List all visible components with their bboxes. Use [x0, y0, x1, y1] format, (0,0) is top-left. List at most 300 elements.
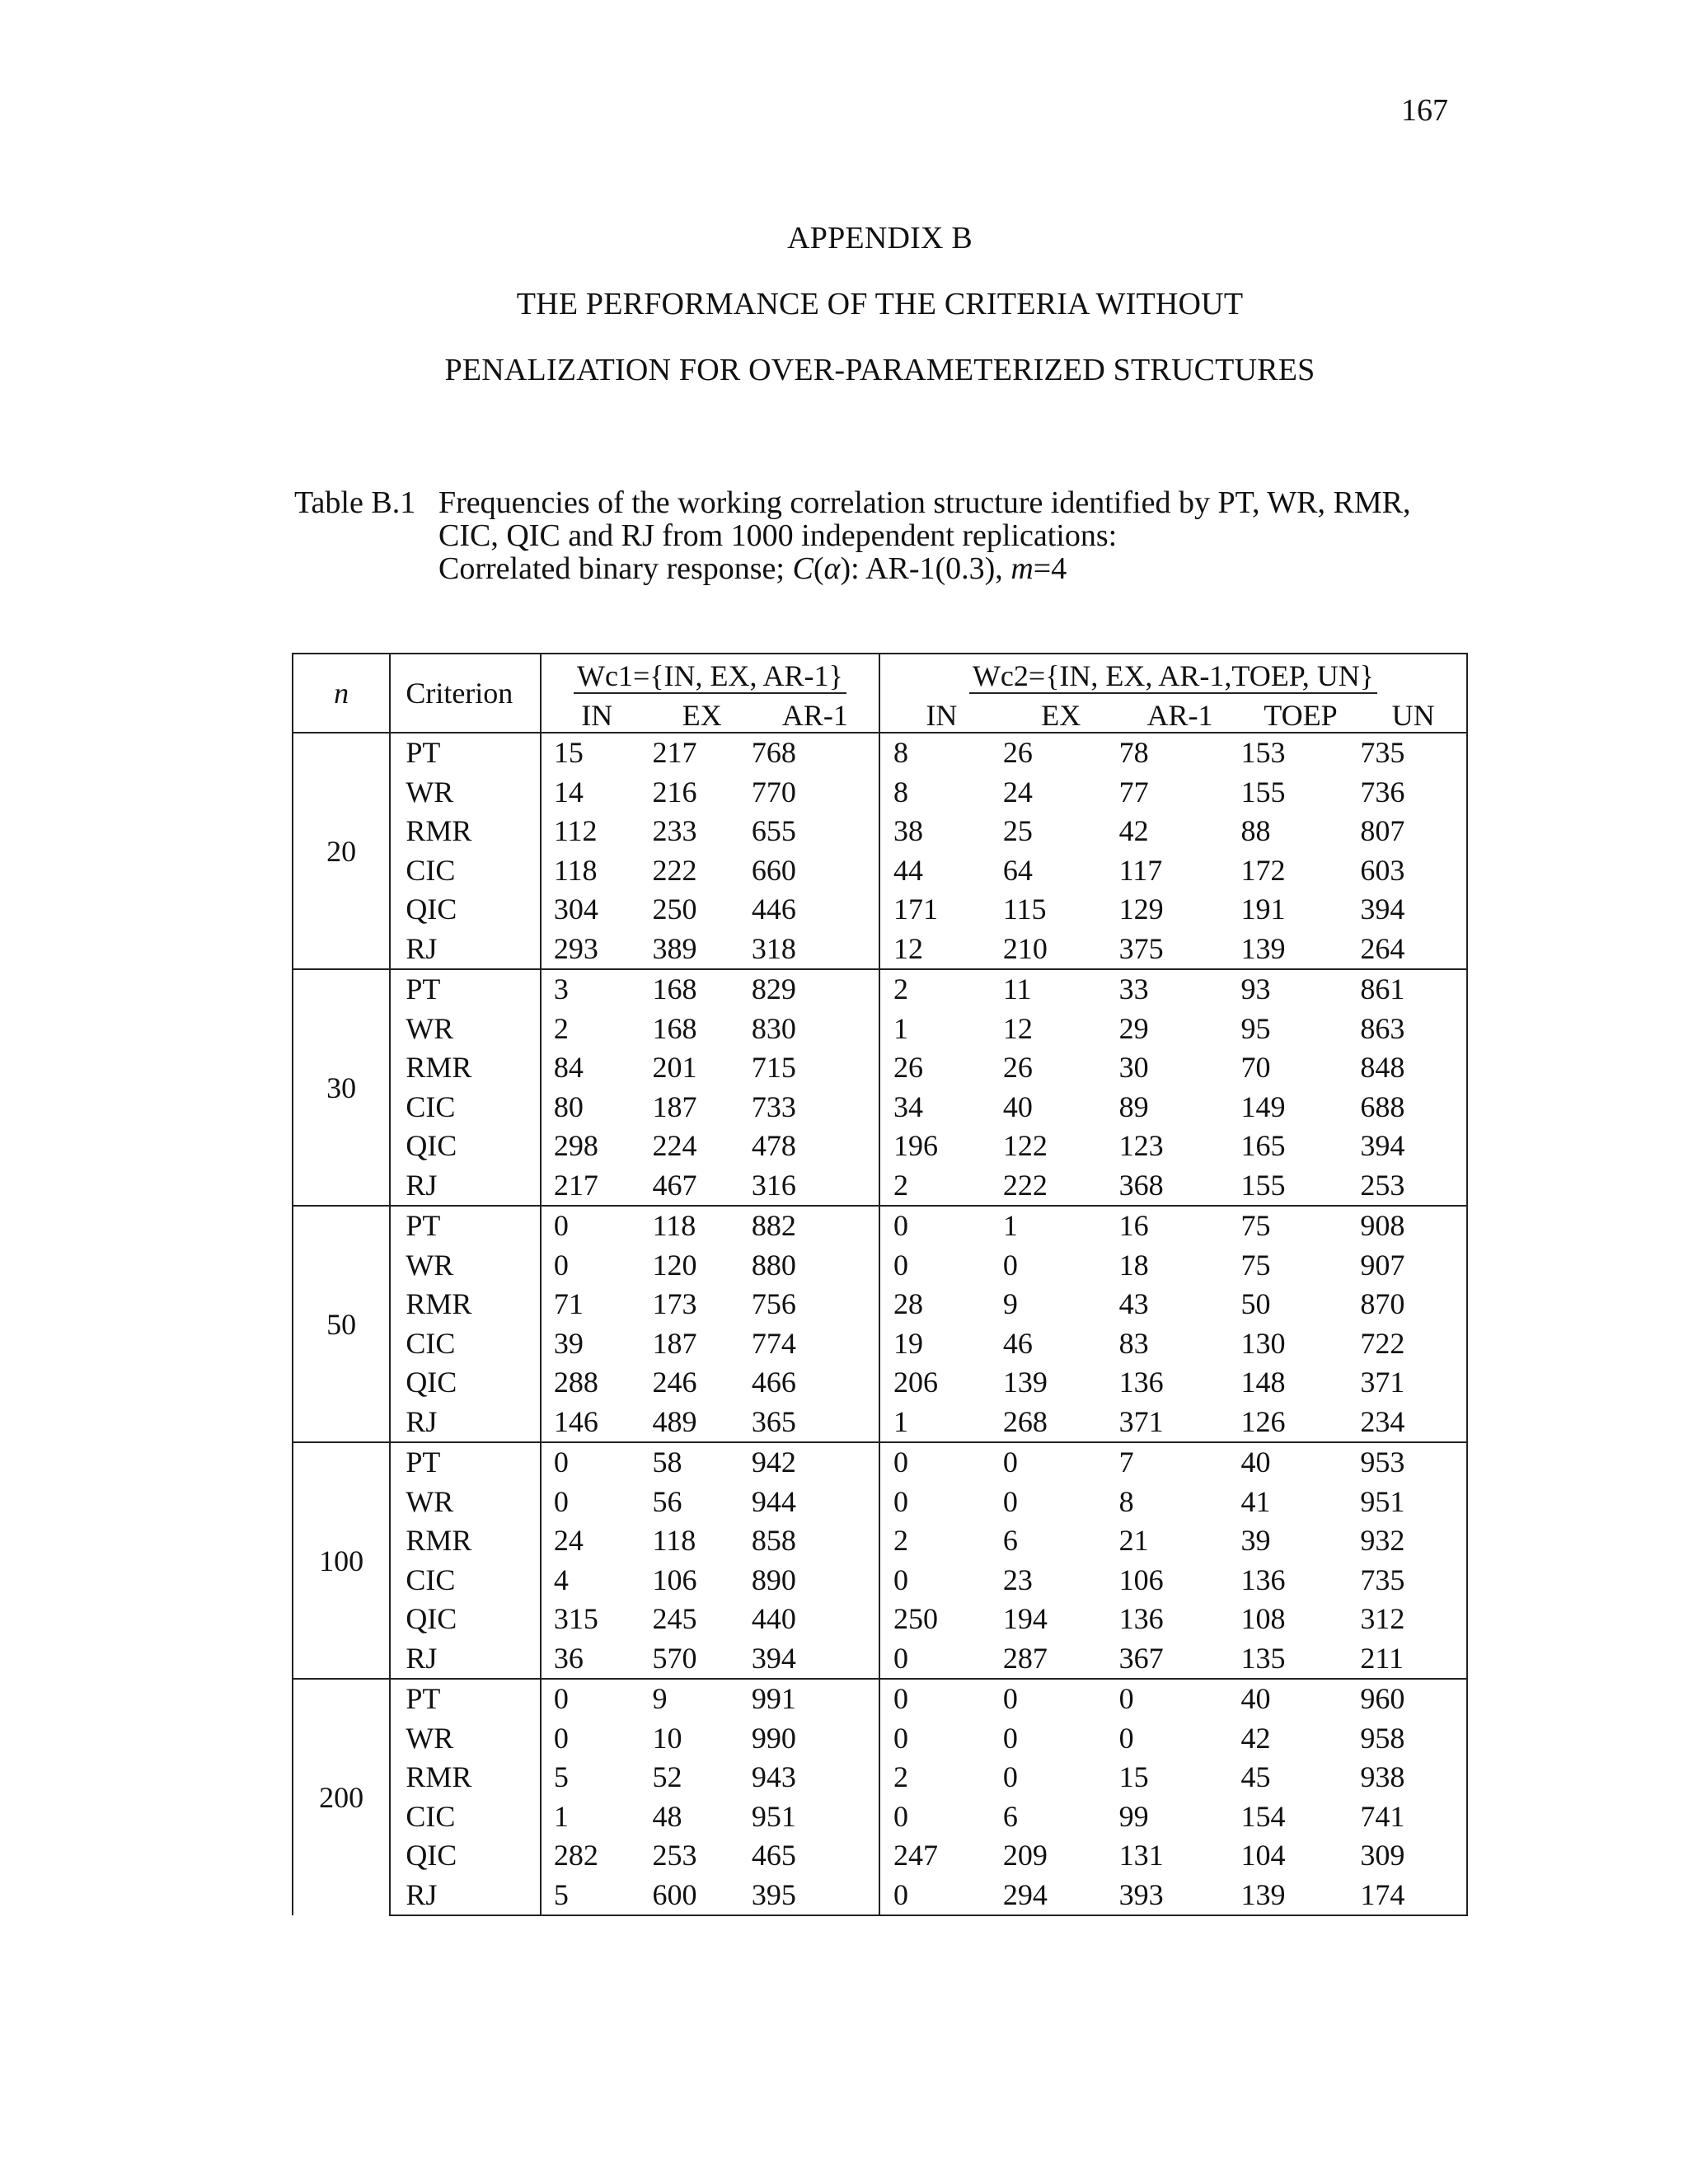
table-row [293, 1127, 1467, 1166]
frequency-cell: 196 [879, 1127, 1003, 1166]
caption-line3: Correlated binary response; C(α): AR-1(0.3), m=4 [438, 551, 1067, 586]
frequency-cell: 168 [652, 1011, 697, 1045]
table-row [293, 1639, 1467, 1680]
criterion-label: PT [390, 1206, 541, 1246]
frequency-cell: 24 [553, 1524, 584, 1558]
frequency-cell: 174 [1360, 1876, 1467, 1916]
frequency-cell: 365 [752, 1403, 879, 1443]
frequency-cell: 139 [1241, 1876, 1361, 1916]
criterion-label: RMR [390, 1285, 541, 1324]
frequency-cell: 0 [1002, 1484, 1018, 1518]
frequency-cell: 467 [653, 1166, 752, 1207]
subheader-wc2-ex: EX [1041, 699, 1081, 732]
frequency-cell: 0 [879, 1876, 1003, 1916]
frequency-cell: 39 [553, 1326, 584, 1360]
frequency-cell: 0 [879, 1246, 1003, 1286]
subheader-wc1-in: IN [581, 699, 613, 732]
frequency-cell: 0 [1002, 1760, 1018, 1794]
frequency-cell: 12 [879, 930, 1003, 970]
frequency-cell: 371 [1360, 1363, 1467, 1403]
frequency-cell: 890 [751, 1563, 796, 1596]
frequency-cell: 287 [1003, 1639, 1119, 1680]
frequency-cell: 16 [1119, 1206, 1241, 1246]
frequency-cell: 165 [1240, 1129, 1286, 1163]
table-row [293, 1797, 1467, 1837]
frequency-cell: 206 [879, 1363, 1003, 1403]
frequency-cell: 36 [541, 1639, 653, 1680]
criterion-label: PT [390, 969, 541, 1010]
table-row [293, 851, 1467, 891]
frequency-cell: 155 [1241, 1166, 1361, 1207]
appendix-subtitle-line2: PENALIZATION FOR OVER-PARAMETERIZED STRUCTURES [444, 353, 1315, 387]
table-row [293, 733, 1467, 773]
page-number: 167 [1401, 93, 1448, 128]
frequency-cell: 0 [1119, 1679, 1241, 1719]
frequency-cell: 211 [1360, 1639, 1467, 1680]
frequency-cell: 870 [1360, 1285, 1467, 1324]
frequency-cell: 64 [1002, 853, 1033, 887]
frequency-cell: 293 [541, 930, 653, 970]
frequency-cell: 171 [879, 890, 1003, 930]
frequency-cell: 715 [751, 1051, 796, 1085]
frequency-cell: 315 [553, 1602, 598, 1636]
table-caption [294, 486, 1465, 585]
frequency-cell: 395 [752, 1876, 879, 1916]
frequency-cell: 298 [553, 1129, 598, 1163]
table-row [293, 1876, 1467, 1916]
frequency-cell: 84 [553, 1051, 584, 1085]
frequency-cell: 136 [1240, 1563, 1286, 1596]
frequency-cell: 216 [652, 775, 697, 808]
frequency-cell: 210 [1003, 930, 1119, 970]
frequency-cell: 26 [1003, 733, 1119, 773]
frequency-cell: 172 [1240, 853, 1286, 887]
frequency-cell: 19 [879, 1324, 1003, 1364]
frequency-cell: 43 [1118, 1287, 1149, 1321]
frequency-cell: 117 [1118, 853, 1163, 887]
frequency-cell: 570 [653, 1639, 752, 1680]
frequency-cell: 246 [652, 1366, 697, 1399]
frequency-cell: 115 [1002, 893, 1047, 926]
frequency-cell: 40 [1002, 1090, 1033, 1123]
frequency-cell: 0 [541, 1679, 653, 1719]
frequency-cell: 489 [653, 1403, 752, 1443]
frequency-cell: 394 [752, 1639, 879, 1680]
criterion-label: RJ [390, 1166, 541, 1207]
table-body [293, 733, 1467, 1915]
frequency-cell: 50 [1240, 1287, 1271, 1321]
table-row [293, 1561, 1467, 1601]
frequency-cell: 46 [1002, 1326, 1033, 1360]
frequency-cell: 8 [1118, 1484, 1134, 1518]
frequency-cell: 6 [1002, 1524, 1018, 1558]
frequency-cell: 120 [652, 1248, 697, 1282]
frequency-cell: 0 [541, 1206, 653, 1246]
frequency-cell: 9 [1002, 1287, 1018, 1321]
frequency-cell: 2 [879, 1166, 1003, 1207]
frequency-cell: 245 [652, 1602, 697, 1636]
table-row [293, 1521, 1467, 1561]
frequency-cell: 288 [553, 1366, 598, 1399]
table-row [293, 1285, 1467, 1324]
frequency-cell: 136 [1118, 1366, 1164, 1399]
frequency-cell: 18 [1118, 1248, 1149, 1282]
frequency-cell: 41 [1240, 1484, 1271, 1518]
frequency-cell: 217 [653, 733, 752, 773]
frequency-cell: 217 [541, 1166, 653, 1207]
frequency-cell: 882 [752, 1206, 879, 1246]
frequency-cell: 118 [653, 1206, 752, 1246]
frequency-cell: 11 [1003, 969, 1119, 1010]
frequency-cell: 78 [1119, 733, 1241, 773]
table-row [293, 1600, 1467, 1639]
frequency-cell: 944 [751, 1484, 796, 1518]
frequency-cell: 45 [1240, 1760, 1271, 1794]
frequency-cell: 250 [879, 1600, 1003, 1639]
frequency-cell: 0 [1003, 1442, 1119, 1483]
caption-line1: Frequencies of the working correlation structure identified by PT, WR, RMR, [438, 485, 1411, 520]
frequency-cell: 858 [751, 1524, 796, 1558]
frequency-cell: 23 [1002, 1563, 1033, 1596]
frequency-cell: 951 [1360, 1483, 1467, 1522]
frequency-cell: 688 [1360, 1088, 1467, 1127]
table-row [293, 1010, 1467, 1049]
frequency-cell: 0 [879, 1679, 1003, 1719]
frequency-cell: 741 [1360, 1797, 1467, 1837]
frequency-cell: 40 [1241, 1679, 1361, 1719]
frequency-cell: 38 [879, 812, 1003, 851]
frequency-cell: 600 [653, 1876, 752, 1916]
frequency-cell: 953 [1360, 1442, 1467, 1483]
frequency-cell: 8 [879, 733, 1003, 773]
frequency-cell: 368 [1119, 1166, 1241, 1207]
frequency-cell: 908 [1360, 1206, 1467, 1246]
frequency-cell: 42 [1118, 814, 1149, 848]
frequency-cell: 660 [751, 853, 796, 887]
frequency-cell: 29 [1118, 1011, 1149, 1045]
criterion-label: CIC [390, 851, 541, 891]
frequency-cell: 25 [1002, 814, 1033, 848]
frequency-cell: 2 [879, 969, 1003, 1010]
frequency-cell: 112 [553, 814, 598, 848]
frequency-cell: 830 [751, 1011, 796, 1045]
col-header-n: n [293, 654, 390, 733]
table-row [293, 1166, 1467, 1207]
frequency-cell: 135 [1241, 1639, 1361, 1680]
n-value: 30 [293, 969, 390, 1206]
frequency-cell: 938 [1360, 1758, 1467, 1797]
frequency-cell: 104 [1240, 1839, 1286, 1872]
frequency-cell: 9 [653, 1679, 752, 1719]
table-row [293, 1048, 1467, 1088]
frequency-cell: 80 [553, 1090, 584, 1123]
frequency-cell: 0 [1118, 1721, 1134, 1755]
frequency-cell: 2 [879, 1758, 1003, 1797]
table-row [293, 1719, 1467, 1759]
frequency-cell: 187 [652, 1326, 697, 1360]
frequency-cell: 136 [1118, 1602, 1164, 1636]
frequency-cell: 375 [1119, 930, 1241, 970]
frequency-cell: 0 [879, 1561, 1003, 1601]
frequency-cell: 655 [751, 814, 796, 848]
frequency-cell: 58 [653, 1442, 752, 1483]
frequency-cell: 48 [652, 1799, 682, 1833]
frequency-cell: 148 [1240, 1366, 1286, 1399]
frequency-cell: 253 [652, 1839, 697, 1872]
frequency-cell: 39 [1240, 1524, 1271, 1558]
frequency-cell: 722 [1360, 1324, 1467, 1364]
frequency-cell: 201 [652, 1051, 697, 1085]
frequency-cell: 5 [553, 1760, 569, 1794]
subheader-wc2-in: IN [879, 692, 1003, 733]
frequency-cell: 0 [541, 1442, 653, 1483]
criterion-label: CIC [390, 1797, 541, 1837]
frequency-cell: 44 [879, 851, 1003, 891]
frequency-cell: 861 [1360, 969, 1467, 1010]
criterion-label: RJ [390, 930, 541, 970]
frequency-cell: 960 [1360, 1679, 1467, 1719]
subheader-wc2-un: UN [1360, 692, 1467, 733]
frequency-cell: 33 [1119, 969, 1241, 1010]
frequency-cell: 194 [1002, 1602, 1048, 1636]
frequency-cell: 139 [1002, 1366, 1048, 1399]
frequency-cell: 93 [1241, 969, 1361, 1010]
criterion-label: RJ [390, 1876, 541, 1916]
frequency-cell: 1 [553, 1799, 569, 1833]
table-row [293, 1246, 1467, 1286]
frequency-cell: 829 [752, 969, 879, 1010]
frequency-cell: 774 [751, 1326, 796, 1360]
table-row [293, 890, 1467, 930]
frequency-cell: 106 [652, 1563, 697, 1596]
group1-header: Wc1={IN, EX, AR-1} [541, 654, 879, 692]
frequency-cell: 735 [1360, 1561, 1467, 1601]
frequency-cell: 446 [751, 893, 796, 926]
table-row [293, 1679, 1467, 1719]
table-row [293, 1324, 1467, 1364]
frequency-cell: 863 [1360, 1010, 1467, 1049]
frequency-cell: 24 [1002, 775, 1033, 808]
table-row [293, 1206, 1467, 1246]
frequency-cell: 77 [1118, 775, 1149, 808]
frequency-cell: 394 [1360, 1127, 1467, 1166]
criterion-label: RMR [390, 812, 541, 851]
frequency-cell: 89 [1118, 1090, 1149, 1123]
frequency-cell: 131 [1118, 1839, 1164, 1872]
frequency-cell: 5 [541, 1876, 653, 1916]
frequency-cell: 768 [752, 733, 879, 773]
appendix-title: APPENDIX B [787, 221, 973, 255]
subheader-wc1-ar-1: AR-1 [781, 699, 848, 732]
frequency-cell: 154 [1240, 1799, 1286, 1833]
criterion-label: RJ [390, 1403, 541, 1443]
frequency-cell: 30 [1118, 1051, 1149, 1085]
frequency-cell: 0 [553, 1248, 569, 1282]
frequency-cell: 21 [1118, 1524, 1149, 1558]
frequency-cell: 942 [752, 1442, 879, 1483]
frequency-cell: 282 [553, 1839, 598, 1872]
frequency-cell: 6 [1002, 1799, 1018, 1833]
frequency-cell: 312 [1360, 1600, 1467, 1639]
table-row [293, 1088, 1467, 1127]
table-row [293, 930, 1467, 970]
table-row [293, 1442, 1467, 1483]
frequency-cell: 222 [1003, 1166, 1119, 1207]
criterion-label: QIC [390, 1127, 541, 1166]
criterion-label: WR [390, 773, 541, 813]
frequency-cell: 247 [879, 1836, 1003, 1876]
frequency-cell: 958 [1360, 1719, 1467, 1759]
frequency-cell: 173 [652, 1287, 697, 1321]
frequency-cell: 40 [1241, 1442, 1361, 1483]
frequency-cell: 0 [1002, 1721, 1018, 1755]
frequency-cell: 56 [652, 1484, 682, 1518]
table-row [293, 969, 1467, 1010]
criterion-label: WR [390, 1483, 541, 1522]
group2-header: Wc2={IN, EX, AR-1,TOEP, UN} [879, 654, 1467, 692]
frequency-cell: 0 [879, 1483, 1003, 1522]
criterion-label: PT [390, 1679, 541, 1719]
n-value: 50 [293, 1206, 390, 1442]
frequency-cell: 0 [553, 1721, 569, 1755]
criterion-label: RMR [390, 1048, 541, 1088]
frequency-cell: 34 [879, 1088, 1003, 1127]
frequency-cell: 70 [1240, 1051, 1271, 1085]
frequency-cell: 389 [653, 930, 752, 970]
frequency-cell: 4 [553, 1563, 569, 1596]
frequency-cell: 129 [1118, 893, 1164, 926]
frequency-cell: 233 [652, 814, 697, 848]
frequency-cell: 126 [1241, 1403, 1361, 1443]
frequency-cell: 153 [1241, 733, 1361, 773]
frequency-cell: 807 [1360, 812, 1467, 851]
frequency-cell: 2 [553, 1011, 569, 1045]
frequency-cell: 12 [1002, 1011, 1033, 1045]
frequency-cell: 0 [1003, 1679, 1119, 1719]
criterion-label: CIC [390, 1561, 541, 1601]
frequency-cell: 733 [751, 1090, 796, 1123]
frequency-cell: 0 [879, 1206, 1003, 1246]
frequency-cell: 943 [751, 1760, 796, 1794]
col-header-criterion: Criterion [390, 654, 541, 733]
frequency-cell: 118 [553, 853, 598, 887]
frequency-cell: 146 [541, 1403, 653, 1443]
frequency-cell: 2 [879, 1521, 1003, 1561]
frequency-cell: 0 [879, 1797, 1003, 1837]
results-table [292, 653, 1468, 1916]
criterion-label: CIC [390, 1324, 541, 1364]
frequency-cell: 139 [1241, 930, 1361, 970]
frequency-cell: 304 [553, 893, 598, 926]
caption-line2: CIC, QIC and RJ from 1000 independent replications: [438, 518, 1118, 553]
frequency-cell: 83 [1118, 1326, 1149, 1360]
frequency-cell: 0 [1002, 1248, 1018, 1282]
frequency-cell: 848 [1360, 1048, 1467, 1088]
frequency-cell: 14 [553, 775, 584, 808]
n-value: 200 [293, 1679, 390, 1915]
frequency-cell: 991 [752, 1679, 879, 1719]
frequency-cell: 907 [1360, 1246, 1467, 1286]
frequency-cell: 52 [652, 1760, 682, 1794]
appendix-subtitle-line1: THE PERFORMANCE OF THE CRITERIA WITHOUT [516, 287, 1244, 321]
frequency-cell: 253 [1360, 1166, 1467, 1207]
frequency-cell: 234 [1360, 1403, 1467, 1443]
frequency-cell: 932 [1360, 1521, 1467, 1561]
frequency-cell: 168 [653, 969, 752, 1010]
frequency-cell: 294 [1003, 1876, 1119, 1916]
frequency-cell: 28 [879, 1285, 1003, 1324]
frequency-cell: 191 [1240, 893, 1286, 926]
frequency-cell: 108 [1240, 1602, 1286, 1636]
frequency-cell: 99 [1118, 1799, 1149, 1833]
frequency-cell: 990 [751, 1721, 796, 1755]
n-value: 20 [293, 733, 390, 969]
frequency-cell: 71 [553, 1287, 584, 1321]
frequency-cell: 123 [1118, 1129, 1164, 1163]
criterion-label: WR [390, 1010, 541, 1049]
subheader-wc2-ar-1: AR-1 [1146, 699, 1213, 732]
caption-label: Table B.1 [294, 485, 416, 520]
criterion-label: CIC [390, 1088, 541, 1127]
frequency-cell: 394 [1360, 890, 1467, 930]
frequency-cell: 155 [1240, 775, 1286, 808]
frequency-cell: 149 [1240, 1090, 1286, 1123]
frequency-cell: 7 [1119, 1442, 1241, 1483]
frequency-cell: 118 [652, 1524, 696, 1558]
table-row [293, 1403, 1467, 1443]
frequency-cell: 309 [1360, 1836, 1467, 1876]
frequency-cell: 75 [1240, 1248, 1271, 1282]
frequency-cell: 122 [1002, 1129, 1048, 1163]
frequency-cell: 393 [1119, 1876, 1241, 1916]
frequency-cell: 42 [1240, 1721, 1271, 1755]
frequency-cell: 318 [752, 930, 879, 970]
frequency-cell: 15 [541, 733, 653, 773]
frequency-cell: 10 [652, 1721, 682, 1755]
frequency-cell: 0 [879, 1442, 1003, 1483]
criterion-label: QIC [390, 890, 541, 930]
frequency-cell: 951 [751, 1799, 796, 1833]
frequency-cell: 130 [1240, 1326, 1286, 1360]
frequency-cell: 316 [752, 1166, 879, 1207]
criterion-label: RJ [390, 1639, 541, 1680]
frequency-cell: 1 [879, 1403, 1003, 1443]
frequency-cell: 3 [541, 969, 653, 1010]
criterion-label: QIC [390, 1836, 541, 1876]
frequency-cell: 880 [751, 1248, 796, 1282]
frequency-cell: 268 [1003, 1403, 1119, 1443]
frequency-cell: 26 [879, 1048, 1003, 1088]
frequency-cell: 15 [1118, 1760, 1149, 1794]
frequency-cell: 26 [1002, 1051, 1033, 1085]
frequency-cell: 770 [751, 775, 796, 808]
criterion-label: RMR [390, 1521, 541, 1561]
frequency-cell: 224 [652, 1129, 697, 1163]
criterion-label: PT [390, 1442, 541, 1483]
table-row [293, 812, 1467, 851]
criterion-label: WR [390, 1246, 541, 1286]
table-row [293, 1483, 1467, 1522]
table-row [293, 1363, 1467, 1403]
subheader-wc1-ex: EX [682, 699, 722, 732]
table-row [293, 1758, 1467, 1797]
subheader-wc2-toep: TOEP [1264, 699, 1338, 732]
frequency-cell: 367 [1119, 1639, 1241, 1680]
frequency-cell: 187 [652, 1090, 697, 1123]
frequency-cell: 0 [553, 1484, 569, 1518]
frequency-cell: 8 [879, 773, 1003, 813]
n-value: 100 [293, 1442, 390, 1679]
